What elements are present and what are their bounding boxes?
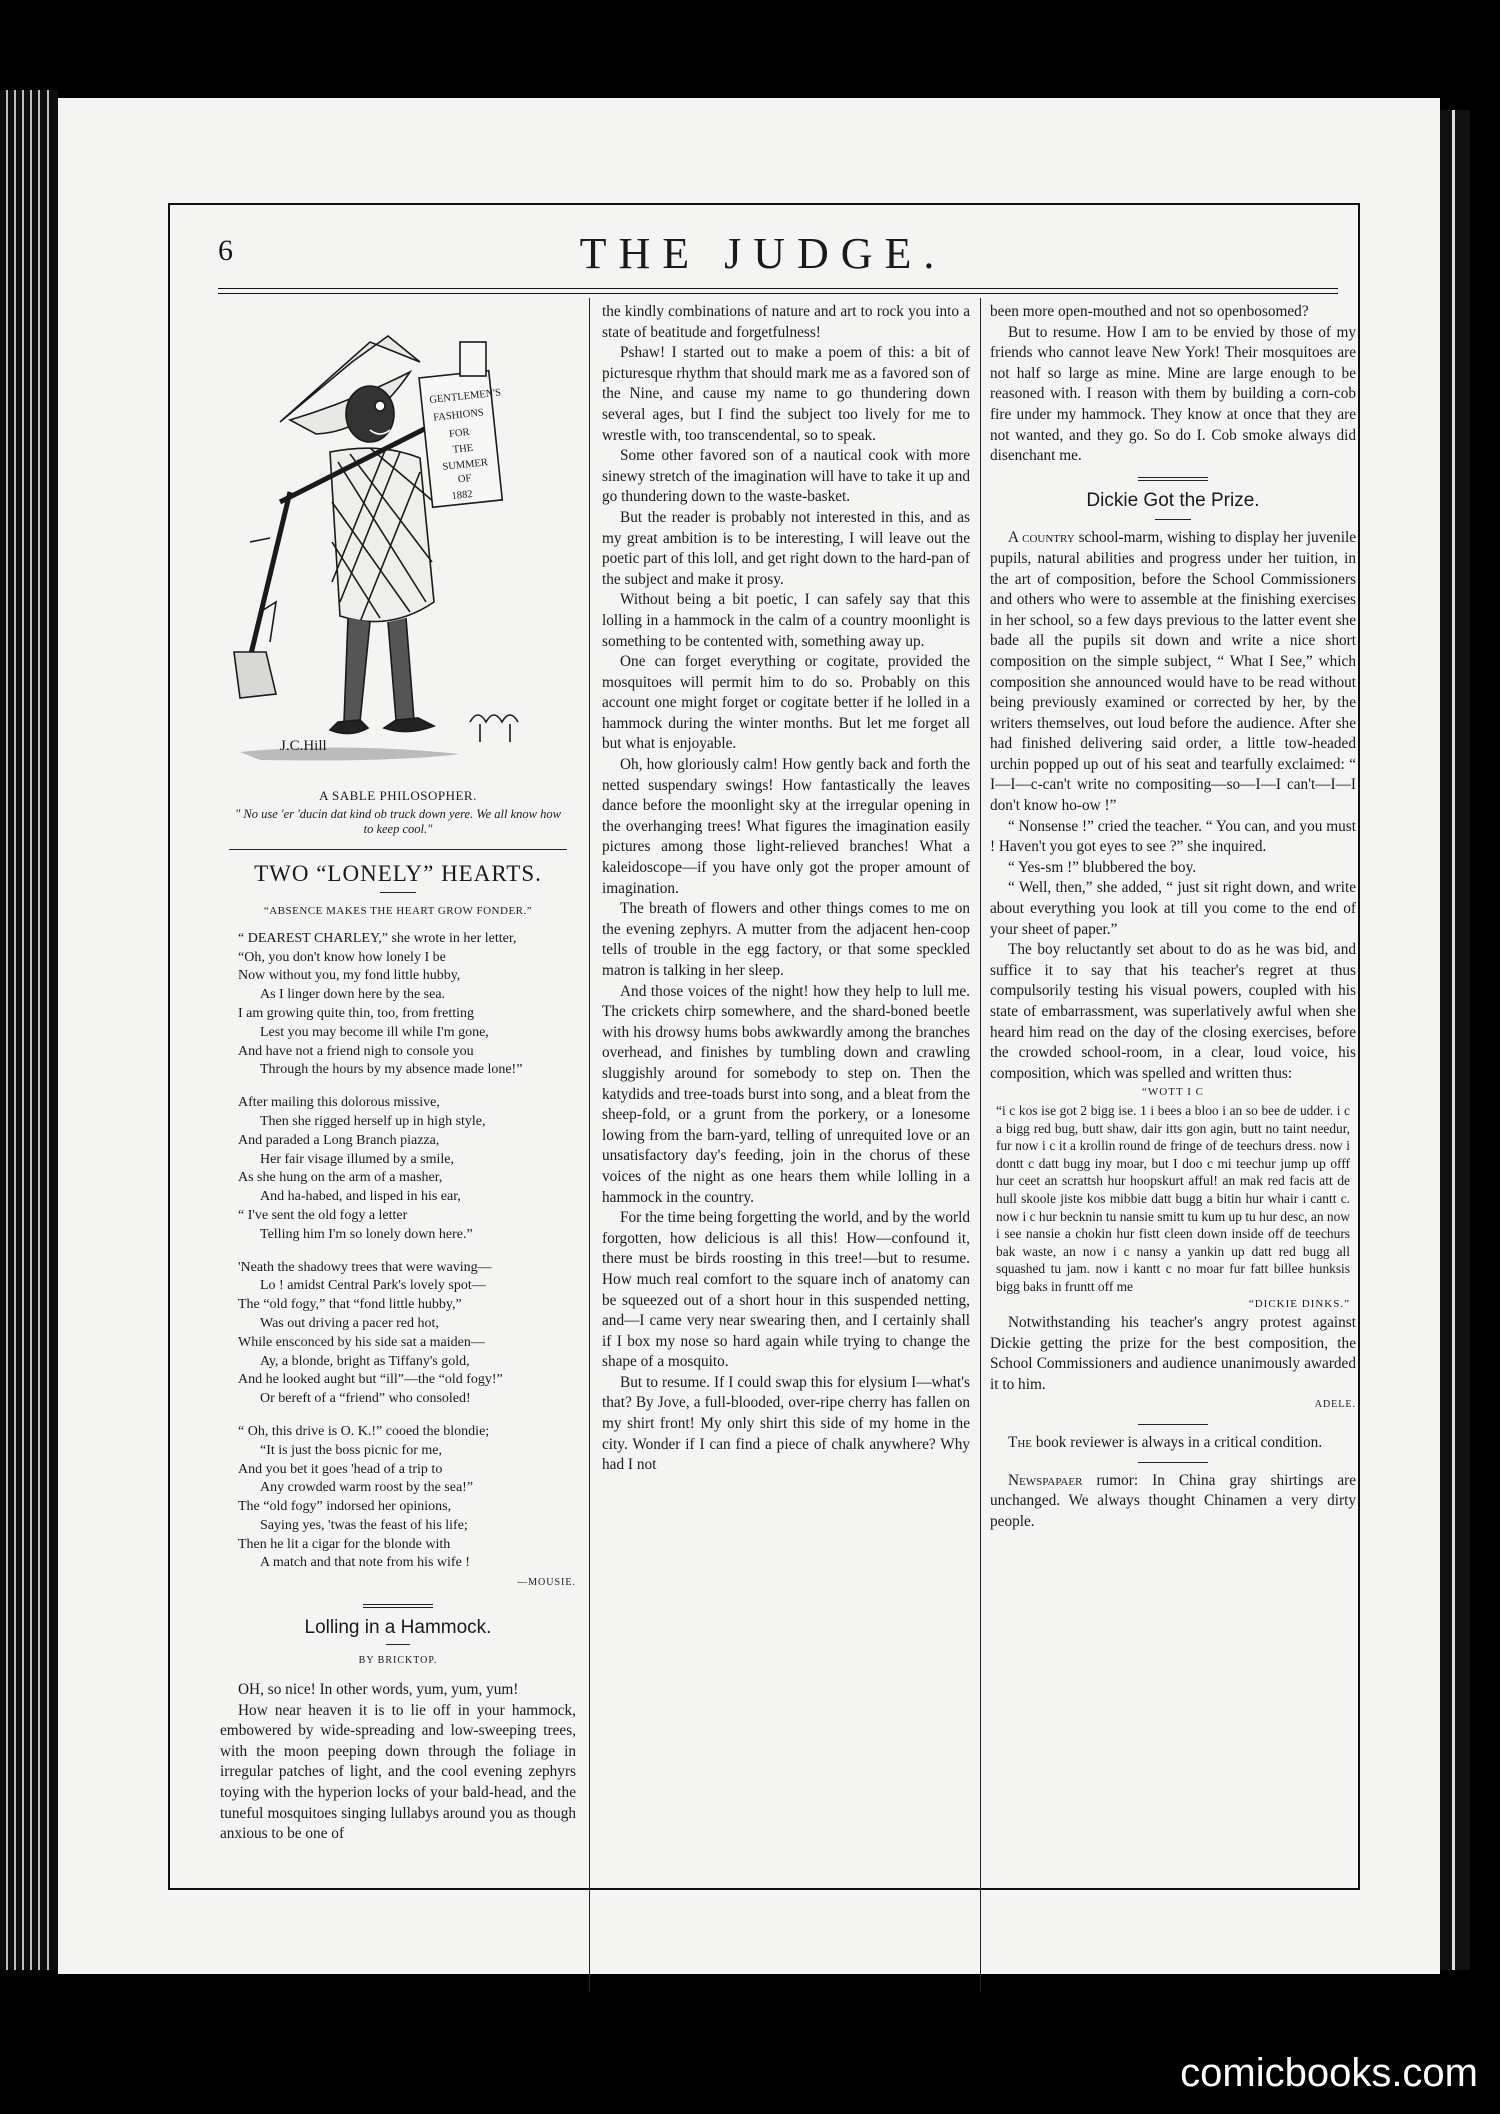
poem-line: A match and that note from his wife ! [260, 1555, 470, 1571]
poem-line: Telling him I'm so lonely down here.” [260, 1226, 473, 1242]
poem-line: Any crowded warm roost by the sea!” [260, 1480, 474, 1496]
poem-line: Saying yes, 'twas the feast of his life; [260, 1517, 468, 1533]
column-2 [602, 302, 970, 1476]
letter-signature: “DICKIE DINKS.” [1248, 1297, 1350, 1310]
poem-line: Now without you, my fond little hubby, [238, 968, 461, 984]
squib-lead: Newspapaer [1008, 1471, 1083, 1489]
article-paragraph: But to resume. How I am to be envied by those of my friends who cannot leave New York! Their mosquitoes are not half so large as mine. Mine are large enough to be reasoned with. I reason with them by building a corn-cob fire under my hammock. They know at once that they are not wanted, and they go. So do I. Cob smoke always did disenchant me. [990, 323, 1356, 465]
cartoon-illustration [220, 302, 576, 782]
section-rule [380, 892, 416, 893]
article-paragraph: And those voices of the night! how they help to lull me. The crickets chirp somewhere, and the shard-boned beetle with his drowsy hums bobs awkwardly among the branches overhead, and finishes by tumbling down and crawling sluggishly around for somebody to step on. Then the katydids and tree-toads burst into song, and a bleat from the sheep-fold, or a grunt from the porkery, or a lonesome lowing from the barn-yard, telling of unrequited love or an unsatisfactory day's feeding, join in the chorus of these voices of the night as one hears them while lolling in a hammock in the country. [602, 982, 970, 1206]
article-paragraph: For the time being forgetting the world, and by the world forgotten, how delicious is all this! How—confound it, there must be birds roosting in this tree!—but to resume. How much real comfort to the square inch of anatomy can be squeezed out of a short hour in this suspended netting, and—I came very near swearing then, and I certainly shall if I box my nose so hard again while trying to change the shape of a mosquito. [602, 1209, 970, 1371]
dickie-paragraph: “ Well, then,” she added, “ just sit right down, and write about everything you look at till you come to the end of your sheet of paper.” [990, 879, 1356, 938]
artist-signature: J.C.Hill [280, 738, 327, 754]
poem-line: Or bereft of a “friend” who consoled! [260, 1391, 471, 1407]
dickie-paragraph: The boy reluctantly set about to do as he was bid, and suffice it to say that his teacher's regret at thus compulsorily testing his visual powers, coupled with his state of embarrassment, was superlatively awful when she heard him read on the day of the closing exercises, before the crowded school-room, in a clear, loud voice, his composition, which was spelled and written thus: [990, 941, 1356, 1082]
poem-line: 'Neath the shadowy trees that were waving— [238, 1259, 492, 1275]
letter-heading: “WOTT I C [1142, 1086, 1204, 1099]
page-number: 6 [218, 234, 233, 267]
hammock-text-col3 [990, 302, 1356, 467]
article-paragraph: Without being a bit poetic, I can safely say that this lolling in a hammock in the calm of a country moonlight is something to be contented with, something away up. [602, 591, 970, 650]
sign-text: SUMMER [441, 457, 489, 473]
sign-text: FASHIONS [432, 407, 485, 424]
cartoon-caption-title: A SABLE PHILOSOPHER. [319, 788, 477, 803]
poem-line: “Oh, you don't know how lonely I be [238, 949, 446, 965]
column-divider [589, 298, 590, 1992]
poem-line: As she hung on the arm of a masher, [238, 1170, 443, 1186]
section-rule [363, 1604, 433, 1608]
article-paragraph: the kindly combinations of nature and art to rock you into a state of beatitude and forgetfulness! [602, 303, 970, 341]
poem-line: “ DEAREST CHARLEY,” she wrote in her letter, [238, 930, 517, 946]
article-paragraph: How near heaven it is to lie off in your hammock, embowered by wide-spreading and low-sweeping trees, with the moon peeping down through the foliage in irregular patches of light, and the cool evening zephyrs toying with the hyperion locks of your bald-head, and the tuneful mosquitoes singing lullabys around you as though anxious to be one of [220, 1701, 576, 1843]
poem-line: “ Oh, this drive is O. K.!” cooed the blondie; [238, 1423, 490, 1439]
section-rule [1138, 1462, 1208, 1463]
sign-text: OF [457, 473, 472, 486]
hammock-text-col1 [220, 1680, 576, 1845]
dickie-lead: A country [1008, 529, 1075, 547]
poem-line: And ha-habed, and lisped in his ear, [260, 1189, 461, 1205]
dickie-paragraph: “ Yes-sm !” blubbered the boy. [1008, 858, 1197, 876]
masthead-double-rule [218, 288, 1338, 294]
dickie-signature: ADELE. [1314, 1399, 1356, 1411]
poem-epigraph: “ABSENCE MAKES THE HEART GROW FONDER.” [263, 905, 533, 918]
poem-line: “ I've sent the old fogy a letter [238, 1207, 408, 1223]
sign-text: FOR [448, 426, 471, 441]
poem-line: Then he lit a cigar for the blonde with [238, 1536, 451, 1552]
book-spine [0, 90, 58, 1970]
poem-line: I am growing quite thin, too, from fretting [238, 1005, 475, 1021]
poem-line: Lo ! amidst Central Park's lovely spot— [260, 1278, 486, 1294]
letter-body: “i c kos ise got 2 bigg ise. 1 i bees a bloo i an so bee de udder. i c a bigg red bug, butt shaw, dair itts gon agin, butt no taint needur, fur now i c it a krollin round de fringe of de teechurs dress. now i dontt c datt bugg iny moar, but I doo c mi teechur jump up offf hur ceet an scrattsh hur hoopskurt afful! an mak red facis att de hull skoole jiste kos mibbie datt bugg a bitin hur whair i cantt c. now i c hur becknin tu nansie smitt tu kum up tu hur desc, an now i see nansie a chokin hur fistt cleen down inside off de teechurs bak waste, an now i c nansy a yankin up datt red bugg all squashed tu jam. now i kantt c no moar fur fatt billee hunksis bigg baks in fruntt off me [996, 1102, 1350, 1294]
article-paragraph: Pshaw! I started out to make a poem of this: a bit of picturesque rhythm that should mark me as a favored son of the Nine, and cause my name to go thundering down several ages, but I find the subject too lively for me to wrestle with, too transcendental, so to speak. [602, 344, 970, 444]
article-paragraph: But the reader is probably not interested in this, and as my great ambition is to be interesting, I will leave out the poetic part of this loll, and get right down to the hard-pan of the subject and make it prosy. [602, 508, 970, 588]
squib-lead: The [1008, 1434, 1033, 1452]
hammock-byline: BY BRICKTOP. [358, 1655, 438, 1667]
sign-text: 1882 [451, 489, 474, 503]
poem-title: TWO “LONELY” HEARTS. [254, 860, 542, 886]
poem-line: And you bet it goes 'head of a trip to [238, 1461, 443, 1477]
column-3 [990, 302, 1356, 1532]
sign-text: GENTLEMEN'S [428, 387, 502, 406]
article-paragraph: But to resume. If I could swap this for elysium I—what's that? By Jove, a full-blooded, over-ripe cherry has fallen on my shirt front! My only shirt this side of my home in the city. Wonder if I can find a piece of chalk anywhere? Why had I not [602, 1373, 970, 1474]
watermark: comicbooks.com [1180, 2051, 1478, 2095]
poem-line: After mailing this dolorous missive, [238, 1095, 440, 1111]
column-divider [980, 298, 981, 1992]
poem-line: Her fair visage illumed by a smile, [260, 1151, 454, 1167]
masthead: THE JUDGE. [579, 229, 947, 278]
article-paragraph: Some other favored son of a nautical cook with more sinewy stretch of the imagination will have to take it up and go thundering down to the waste-basket. [602, 447, 970, 506]
section-rule [386, 1644, 410, 1645]
poem-line: “It is just the boss picnic for me, [260, 1442, 442, 1458]
section-rule [1155, 519, 1191, 520]
section-rule [229, 849, 567, 850]
squib-text: rumor: In China gray shirtings are unchanged. We always thought Chinamen a very dirty people. [990, 1471, 1356, 1530]
poem-line: Was out driving a pacer red hot, [260, 1315, 439, 1331]
article-paragraph: Oh, how gloriously calm! How gently back and forth the netted suspendary swings! How fantastically the leaves dance before the moonlight sky at the irregular opening in the overhanging trees! What figures the imagination easily pictures among those light-relieved branches! What a kaleidoscope—if you have only got the proper amount of imagination. [602, 756, 970, 897]
dickie-closing: Notwithstanding his teacher's angry protest against Dickie getting the prize for the best composition, the School Commissioners and audience unanimously awarded it to him. [990, 1314, 1356, 1393]
sable-philosopher-drawing [220, 302, 576, 782]
article-paragraph: The breath of flowers and other things comes to me on the evening zephyrs. A mutter from the adjacent hen-coop tells of trouble in the egg factory, or that some speckled matron is talking in her sleep. [602, 900, 970, 979]
sign-text: THE [452, 442, 474, 456]
column-1 [220, 302, 576, 1845]
poem-line: Ay, a blonde, bright as Tiffany's gold, [260, 1353, 470, 1369]
poem-line: And paraded a Long Branch piazza, [238, 1132, 440, 1148]
section-rule [1138, 1424, 1208, 1425]
poem-body [238, 930, 576, 1574]
poem-line: Through the hours by my absence made lone!” [260, 1062, 523, 1078]
poem-line: And have not a friend nigh to console you [238, 1043, 474, 1059]
section-rule [1138, 477, 1208, 481]
poem-line: The “old fogy” indorsed her opinions, [238, 1499, 452, 1515]
cartoon-caption-quote: " No use 'er 'ducin dat kind ob truck down yere. We all know how to keep cool." [235, 806, 561, 836]
poem-line: As I linger down here by the sea. [260, 987, 446, 1003]
dickie-title: Dickie Got the Prize. [1086, 489, 1260, 511]
article-paragraph: One can forget everything or cogitate, provided the mosquitoes will permit him to do so. Probably on this account one might forget or cogitate better if he lolled in a hammock during the winter months. But let me forget all but what is enjoyable. [602, 653, 970, 753]
dickie-paragraph: school-marm, wishing to display her juvenile pupils, natural abilities and progress under her tuition, in the art of composition, before the School Commissioners and others who were to assemble at the finishing exercises in her school, so a few days previous to the latter event she bade all the pupils sit down and write a nice short composition on the simple subject, “ What I See,” which composition she announced would have to be read without being previously examined or corrected by her, by the writers themselves, out loud before the audience. After she had finished delivering said order, a little tow-headed urchin popped up out of his seat and tearfully exclaimed: “ I—I—c-can't write no compositing—so—I—I can't—I—I don't know ho-ow !” [990, 529, 1356, 815]
squib-text: book reviewer is always in a critical condition. [1032, 1434, 1323, 1452]
poem-line: And he looked aught but “ill”—the “old fogy!” [238, 1372, 503, 1388]
composition-letter [990, 1084, 1356, 1313]
poem-line: Then she rigged herself up in high style, [260, 1113, 486, 1129]
poem-line: While ensconced by his side sat a maiden— [238, 1334, 485, 1350]
hammock-title: Lolling in a Hammock. [304, 1616, 492, 1638]
article-paragraph: OH, so nice! In other words, yum, yum, yum! [238, 1681, 519, 1699]
facing-page-edge [1440, 110, 1470, 1970]
poem-signature: —MOUSIE. [517, 1577, 576, 1589]
poem-line: The “old fogy,” that “fond little hubby,” [238, 1297, 462, 1313]
dickie-paragraph: “ Nonsense !” cried the teacher. “ You can, and you must ! Haven't you got eyes to see ?” she inquired. [990, 817, 1356, 856]
poem-line: Lest you may become ill while I'm gone, [260, 1024, 489, 1040]
article-paragraph: been more open-mouthed and not so openbosomed? [990, 303, 1309, 320]
